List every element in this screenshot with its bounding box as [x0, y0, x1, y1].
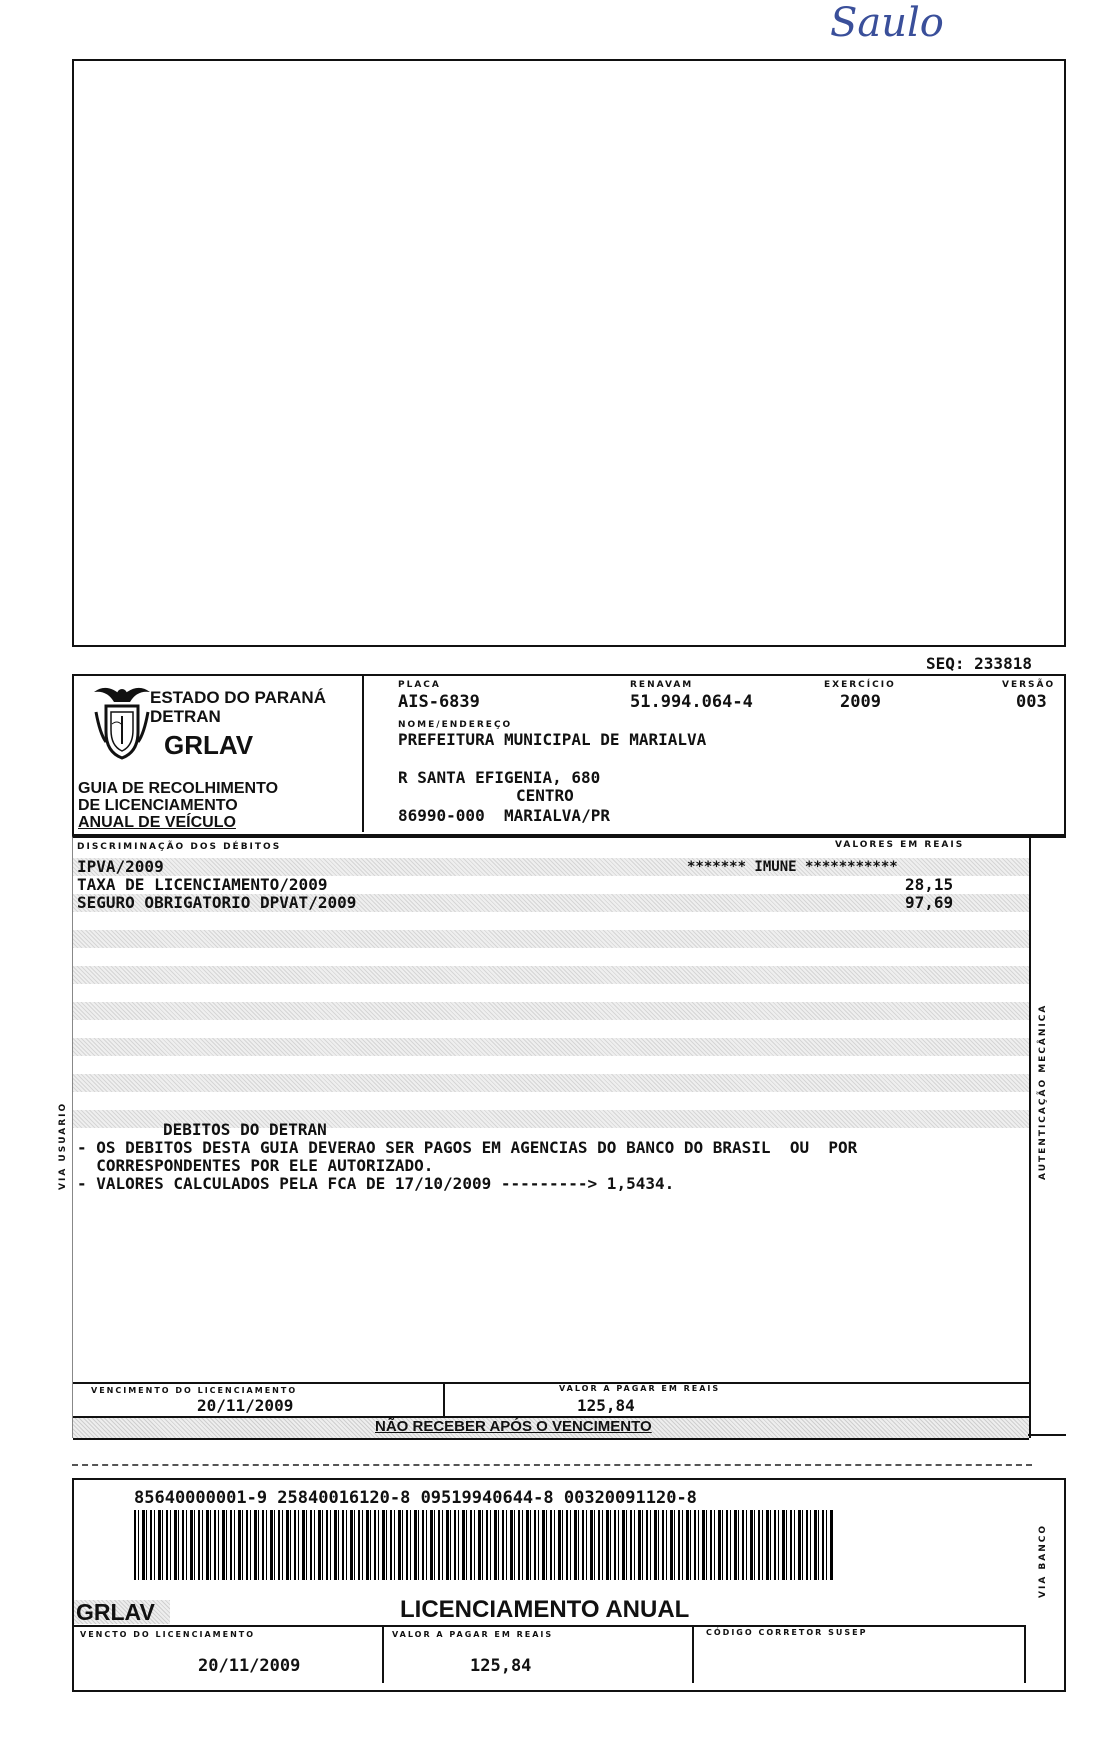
warning-text: NÃO RECEBER APÓS O VENCIMENTO	[375, 1418, 652, 1435]
vencimento-value: 20/11/2009	[197, 1396, 294, 1415]
cut-line	[72, 1464, 1032, 1466]
cidade-value: MARIALVA/PR	[504, 806, 610, 825]
state-name: ESTADO DO PARANÁ	[150, 688, 326, 707]
debito-value-1: 28,15	[905, 875, 954, 894]
valor-label: VALOR A PAGAR EM REAIS	[559, 1384, 721, 1393]
top-blank-frame	[72, 59, 1066, 647]
debito-value-0: ******* IMUNE ***********	[687, 859, 898, 875]
debitos-section	[72, 836, 1031, 1438]
endereco-value: R SANTA EFIGENIA, 680	[398, 768, 601, 787]
versao-value: 003	[1016, 692, 1047, 712]
exercicio-value: 2009	[840, 692, 881, 712]
bank-venc-value: 20/11/2009	[198, 1656, 301, 1676]
barcode-icon	[134, 1510, 834, 1580]
barcode-digits: 85640000001-9 25840016120-8 09519940644-8 00320091120-8	[134, 1488, 697, 1508]
placa-label: PLACA	[398, 680, 441, 690]
header-form	[72, 674, 1066, 836]
bank-title: LICENCIAMENTO ANUAL	[400, 1596, 690, 1623]
autenticacao-label: AUTENTICAÇÃO MECÂNICA	[1038, 1003, 1048, 1180]
seq-number: SEQ: 233818	[926, 654, 1032, 673]
debito-value-2: 97,69	[905, 893, 954, 912]
bank-valor-value: 125,84	[470, 1656, 532, 1676]
debito-desc-2: SEGURO OBRIGATORIO DPVAT/2009	[77, 893, 357, 912]
signature: Saulo	[830, 0, 944, 46]
nome-value: PREFEITURA MUNICIPAL DE MARIALVA	[398, 730, 707, 749]
exercicio-label: EXERCÍCIO	[824, 680, 896, 690]
bairro-value: CENTRO	[516, 786, 574, 805]
valor-value: 125,84	[577, 1396, 635, 1415]
placa-value: AIS-6839	[398, 692, 480, 712]
notes-line-2: CORRESPONDENTES POR ELE AUTORIZADO.	[77, 1156, 434, 1175]
notes-title: DEBITOS DO DETRAN	[163, 1120, 327, 1139]
notes-line-3: - VALORES CALCULADOS PELA FCA DE 17/10/2009 ---------> 1,5434.	[77, 1174, 675, 1193]
via-banco-label: VIA BANCO	[1038, 1523, 1048, 1598]
renavam-label: RENAVAM	[630, 680, 694, 690]
debitos-title: DISCRIMINAÇÃO DOS DÉBITOS	[77, 842, 282, 852]
agency-name: DETRAN	[150, 707, 221, 726]
valores-title: VALORES EM REAIS	[835, 840, 965, 850]
bank-slip	[72, 1478, 1066, 1692]
parana-coat-of-arms-icon	[92, 682, 152, 760]
nome-label: NOME/ENDEREÇO	[398, 720, 513, 730]
vencimento-label: VENCIMENTO DO LICENCIAMENTO	[91, 1386, 298, 1395]
renavam-value: 51.994.064-4	[630, 692, 753, 712]
doc-code: GRLAV	[164, 730, 254, 760]
cep-value: 86990-000	[398, 806, 485, 825]
versao-label: VERSÃO	[1002, 680, 1056, 690]
debito-desc-0: IPVA/2009	[77, 857, 164, 876]
bank-venc-label: VENCTO DO LICENCIAMENTO	[80, 1630, 256, 1639]
bank-valor-label: VALOR A PAGAR EM REAIS	[392, 1630, 554, 1639]
debito-desc-1: TAXA DE LICENCIAMENTO/2009	[77, 875, 328, 894]
doc-name: GUIA DE RECOLHIMENTO DE LICENCIAMENTO ANUAL DE VEÍCULO	[78, 780, 279, 831]
bank-doc-code: GRLAV	[76, 1599, 155, 1625]
notes-line-1: - OS DEBITOS DESTA GUIA DEVERAO SER PAGOS EM AGENCIAS DO BANCO DO BRASIL OU POR	[77, 1138, 858, 1157]
susep-label: CÓDIGO CORRETOR SUSEP	[706, 1628, 868, 1637]
via-usuario-label: VIA USUARIO	[58, 1101, 68, 1190]
